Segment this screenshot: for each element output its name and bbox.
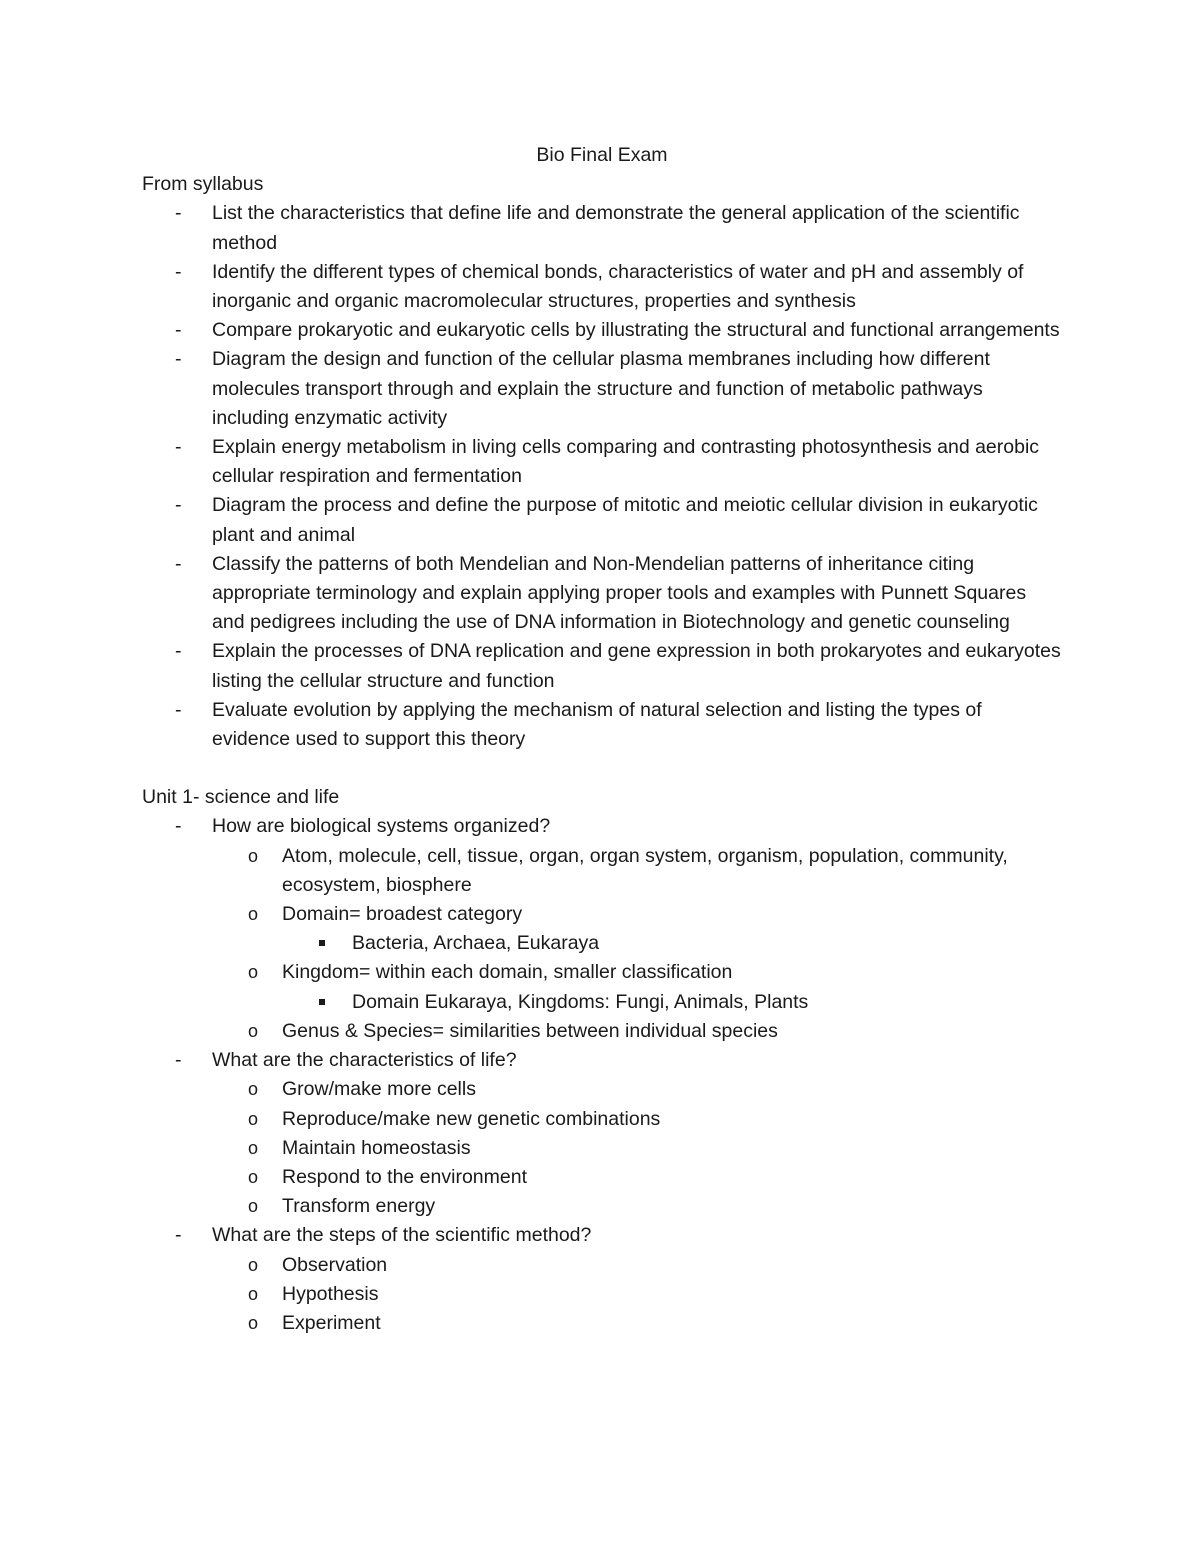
list-item-text: Explain the processes of DNA replication and gene expression in both prokaryotes and eukaryotes listing the cellular structure and function [212,640,1061,692]
list-item [282,988,1062,1017]
dash-bullet: - [175,319,182,342]
list-item [212,958,1062,1016]
square-bullet [319,999,325,1005]
unit1-heading: Unit 1- science and life [142,786,340,809]
sub-list [212,842,1062,1046]
list-item [212,842,1062,900]
list-item-text: Grow/make more cells [282,1078,476,1101]
list-item [282,929,1062,958]
list-item-text: Genus & Species= similarities between individual species [282,1019,778,1042]
dash-bullet: - [175,1049,182,1072]
list-item-text: Domain Eukaraya, Kingdoms: Fungi, Animals, Plants [352,990,809,1013]
sub-list [212,1251,1062,1339]
circle-bullet: o [248,1079,259,1100]
dash-bullet: - [175,552,182,575]
list-item [212,900,1062,958]
circle-bullet: o [248,1196,259,1217]
circle-bullet: o [248,1312,259,1333]
dash-bullet: - [175,436,182,459]
dash-bullet: - [175,698,182,721]
list-item-text: Experiment [282,1311,381,1334]
list-item [142,199,1062,257]
list-item-text: Evaluate evolution by applying the mechanism of natural selection and listing the types of evidence used to support this theory [212,698,982,751]
syllabus-list [142,199,1062,754]
sub-sub-list [282,988,1062,1017]
circle-bullet: o [248,1108,259,1129]
list-item [142,1221,1062,1338]
list-item [142,550,1062,638]
dash-bullet: - [175,1224,182,1247]
dash-bullet: - [175,494,182,517]
list-item-text: Domain= broadest category [282,903,523,926]
syllabus-heading: From syllabus [142,173,264,196]
list-item-text: Identify the different types of chemical bonds, characteristics of water and pH and assembly of inorganic and organic macromolecular structures, properties and synthesis [212,260,1024,313]
spacer [142,754,1062,783]
square-bullet [319,940,325,946]
list-item [142,258,1062,316]
list-item [212,1251,1062,1280]
dash-bullet: - [175,815,182,838]
unit1-list [142,812,1062,1338]
circle-bullet: o [248,845,259,866]
list-item-text: Diagram the design and function of the cellular plasma membranes including how different molecules transport through and explain the structure and function of metabolic pathways including enzymatic activity [212,348,990,429]
question-text: How are biological systems organized? [212,815,551,838]
list-item [212,1075,1062,1104]
sub-list [212,1075,1062,1221]
list-item [142,1046,1062,1221]
list-item [142,345,1062,433]
list-item-text: Maintain homeostasis [282,1136,471,1159]
list-item-text: Classify the patterns of both Mendelian and Non-Mendelian patterns of inheritance citing appropriate terminology and explain applying proper tools and examples with Punnett Squares and pedigrees including the use of DNA information in Biotechnology and genetic counseling [212,552,1027,634]
list-item-text: List the characteristics that define life and demonstrate the general application of the scientific method [212,202,1020,254]
circle-bullet: o [248,1254,259,1275]
list-item-text: Respond to the environment [282,1165,527,1188]
circle-bullet: o [248,1166,259,1187]
question-text: What are the steps of the scientific method? [212,1224,592,1247]
list-item-text: Compare prokaryotic and eukaryotic cells by illustrating the structural and functional arrangements [212,319,1060,342]
list-item-text: Hypothesis [282,1282,379,1305]
circle-bullet: o [248,904,259,925]
list-item-text: Explain energy metabolism in living cells comparing and contrasting photosynthesis and aerobic cellular respiration and fermentation [212,436,1040,488]
document-body [142,141,1062,1338]
dash-bullet: - [175,348,182,371]
list-item-text: Transform energy [282,1195,436,1218]
dash-bullet: - [175,202,182,225]
list-item [212,1105,1062,1134]
circle-bullet: o [248,1283,259,1304]
list-item [142,637,1062,695]
circle-bullet: o [248,1137,259,1158]
circle-bullet: o [248,1020,259,1041]
list-item-text: Atom, molecule, cell, tissue, organ, organ system, organism, population, community, ecosystem, biosphere [282,844,1008,896]
list-item-text: Kingdom= within each domain, smaller classification [282,961,733,984]
list-item [212,1280,1062,1309]
list-item [212,1309,1062,1338]
circle-bullet: o [248,962,259,983]
question-text: What are the characteristics of life? [212,1049,517,1072]
sub-sub-list [282,929,1062,958]
list-item [142,316,1062,345]
list-item [212,1192,1062,1221]
list-item [212,1163,1062,1192]
list-item [212,1134,1062,1163]
list-item-text: Diagram the process and define the purpose of mitotic and meiotic cellular division in eukaryotic plant and animal [212,494,1038,546]
list-item [142,812,1062,1046]
dash-bullet: - [175,640,182,663]
list-item [142,696,1062,754]
list-item-text: Reproduce/make new genetic combinations [282,1107,661,1130]
list-item-text: Observation [282,1253,388,1276]
list-item [142,491,1062,549]
list-item-text: Bacteria, Archaea, Eukaraya [352,932,600,955]
list-item [142,433,1062,491]
document-title: Bio Final Exam [536,144,668,166]
list-item [212,1017,1062,1046]
dash-bullet: - [175,260,182,283]
